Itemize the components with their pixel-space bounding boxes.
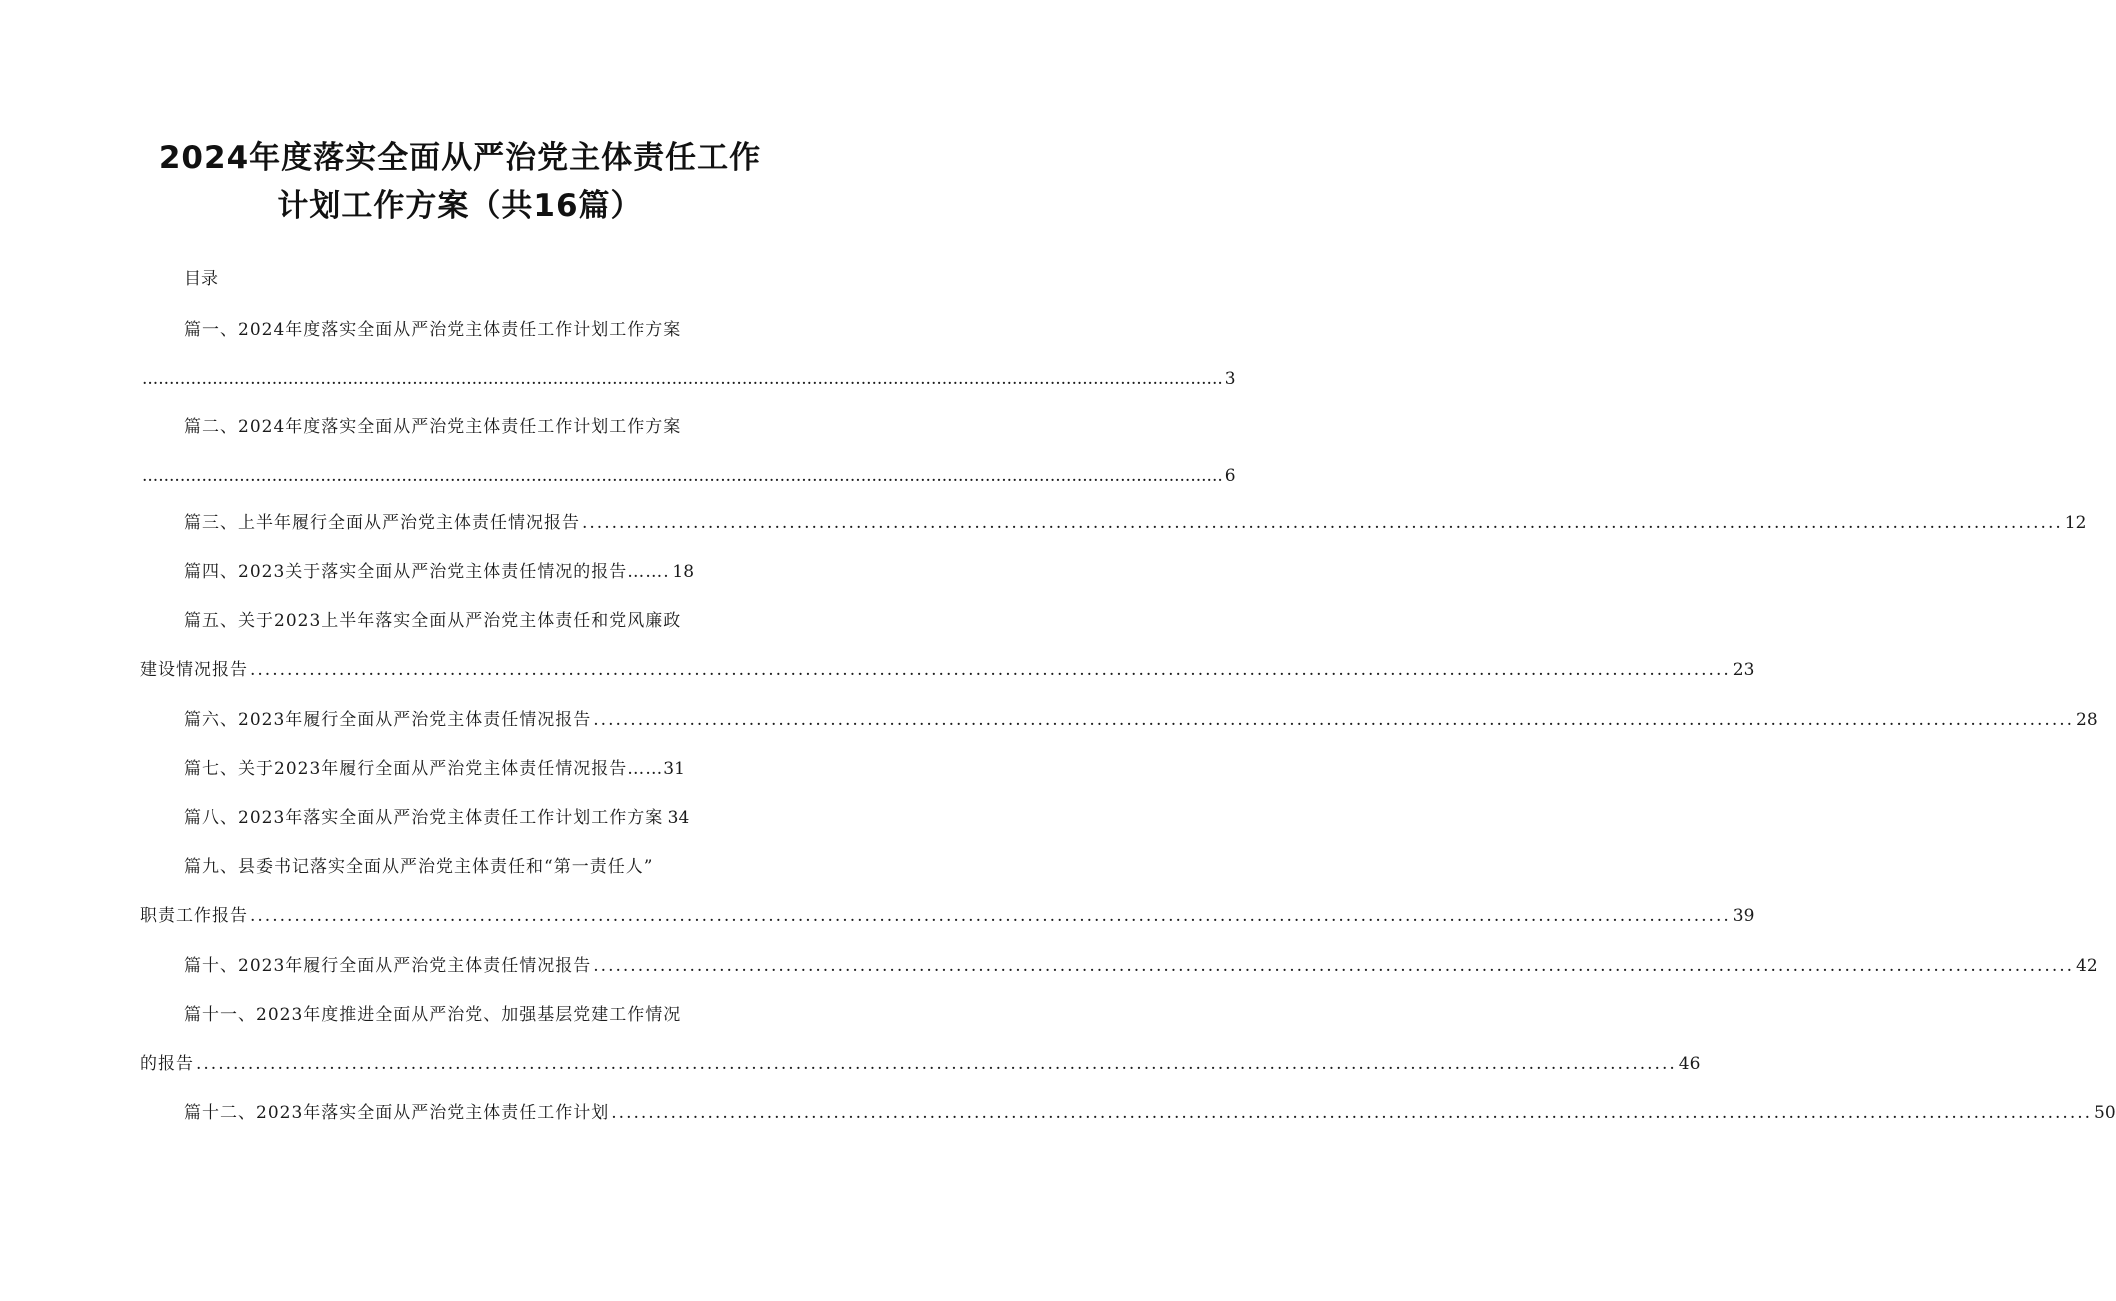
toc-page-number: 18 [672, 562, 695, 582]
toc-entry-title: 篇三、上半年履行全面从严治党主体责任情况报告 [184, 513, 580, 533]
dot-leader: ........................................................................................................................................................................................................ [142, 369, 1223, 389]
toc-page-number: 42 [2076, 956, 2098, 976]
dot-leader: ........................................................................................................................................................................................................ [250, 906, 1731, 926]
toc-entry-3[interactable] [184, 509, 2087, 537]
toc-page-number: 12 [2064, 513, 2087, 533]
toc-heading: 目录 [184, 269, 218, 289]
toc-entry-title-cont: 建设情况报告 [140, 660, 248, 680]
dot-leader: ........................................................................................................................................................................................................ [196, 1054, 1677, 1074]
toc-entry-11-leader[interactable] [140, 1050, 1701, 1078]
toc-entry-7[interactable] [184, 755, 685, 783]
toc-page-number: 39 [1732, 906, 1755, 926]
toc-entry-8[interactable] [184, 804, 689, 832]
toc-entry-4[interactable]: 篇四、2023关于落实全面从严治党主体责任情况的报告…… . 18 [184, 558, 694, 586]
dot-leader: ........................................................................................................................................................................................................ [593, 710, 2075, 730]
toc-entry-2-leader[interactable] [140, 462, 1236, 490]
toc-entry-10[interactable] [184, 952, 2098, 980]
document-title-line-1: 2024年度落实全面从严治党主体责任工作 [158, 140, 762, 176]
dot-leader: ........................................................................................................................................................................................................ [582, 513, 2063, 533]
dot-leader: ........................................................................................................................................................................................................ [142, 466, 1223, 486]
toc-page-number: 31 [663, 759, 685, 779]
toc-entry-title: 篇十、2023年履行全面从严治党主体责任情况报告 [184, 956, 592, 976]
toc-entry-6[interactable] [184, 706, 2098, 734]
toc-entry-title-cont: 职责工作报告 [140, 906, 248, 926]
toc-page-number: 6 [1224, 466, 1236, 486]
toc-entry-5-title[interactable] [184, 607, 681, 635]
dot-leader: ........................................................................................................................................................................................................ [593, 956, 2075, 976]
toc-entry-title: 篇十二、2023年落实全面从严治党主体责任工作计划 [184, 1103, 610, 1123]
toc-entry-5-leader[interactable] [140, 656, 1755, 684]
toc-entry-1-title[interactable] [184, 316, 681, 344]
toc-entry-title: 篇一、2024年度落实全面从严治党主体责任工作计划工作方案 [184, 320, 682, 340]
toc-entry-title: 篇五、关于2023上半年落实全面从严治党主体责任和党风廉政 [184, 611, 682, 631]
toc-entry-9-title[interactable] [184, 853, 653, 881]
toc-entry-title-cont: 的报告 [140, 1054, 194, 1074]
toc-page-number: 23 [1732, 660, 1755, 680]
toc-entry-title: 篇七、关于2023年履行全面从严治党主体责任情况报告…… [184, 759, 664, 779]
toc-entry-title: 篇六、2023年履行全面从严治党主体责任情况报告 [184, 710, 592, 730]
toc-page-number: 3 [1224, 369, 1236, 389]
toc-entry-11-title[interactable] [184, 1001, 681, 1029]
toc-entry-title: 篇八、2023年落实全面从严治党主体责任工作计划工作方案 [184, 808, 664, 828]
toc-entry-title: 篇十一、2023年度推进全面从严治党、加强基层党建工作情况 [184, 1005, 682, 1025]
dot-leader: ........................................................................................................................................................................................................ [611, 1103, 2093, 1123]
toc-entry-title: 篇九、县委书记落实全面从严治党主体责任和“第一责任人” [184, 857, 654, 877]
toc-page-number: 34 [667, 808, 690, 828]
toc-entry-2-title[interactable] [184, 413, 681, 441]
toc-page-number: 50 [2094, 1103, 2116, 1123]
toc-entry-1-leader[interactable] [140, 365, 1236, 393]
document-title-line-2: 计划工作方案（共16篇） [277, 188, 643, 224]
toc-entry-9-leader[interactable] [140, 902, 1755, 930]
toc-entry-12[interactable] [184, 1099, 2116, 1127]
toc-entry-title: 篇四、2023关于落实全面从严治党主体责任情况的报告…… [184, 562, 664, 582]
dot-leader: ........................................................................................................................................................................................................ [250, 660, 1731, 680]
toc-page-number: 46 [1678, 1054, 1701, 1074]
toc-page-number: 28 [2076, 710, 2098, 730]
toc-entry-title: 篇二、2024年度落实全面从严治党主体责任工作计划工作方案 [184, 417, 682, 437]
